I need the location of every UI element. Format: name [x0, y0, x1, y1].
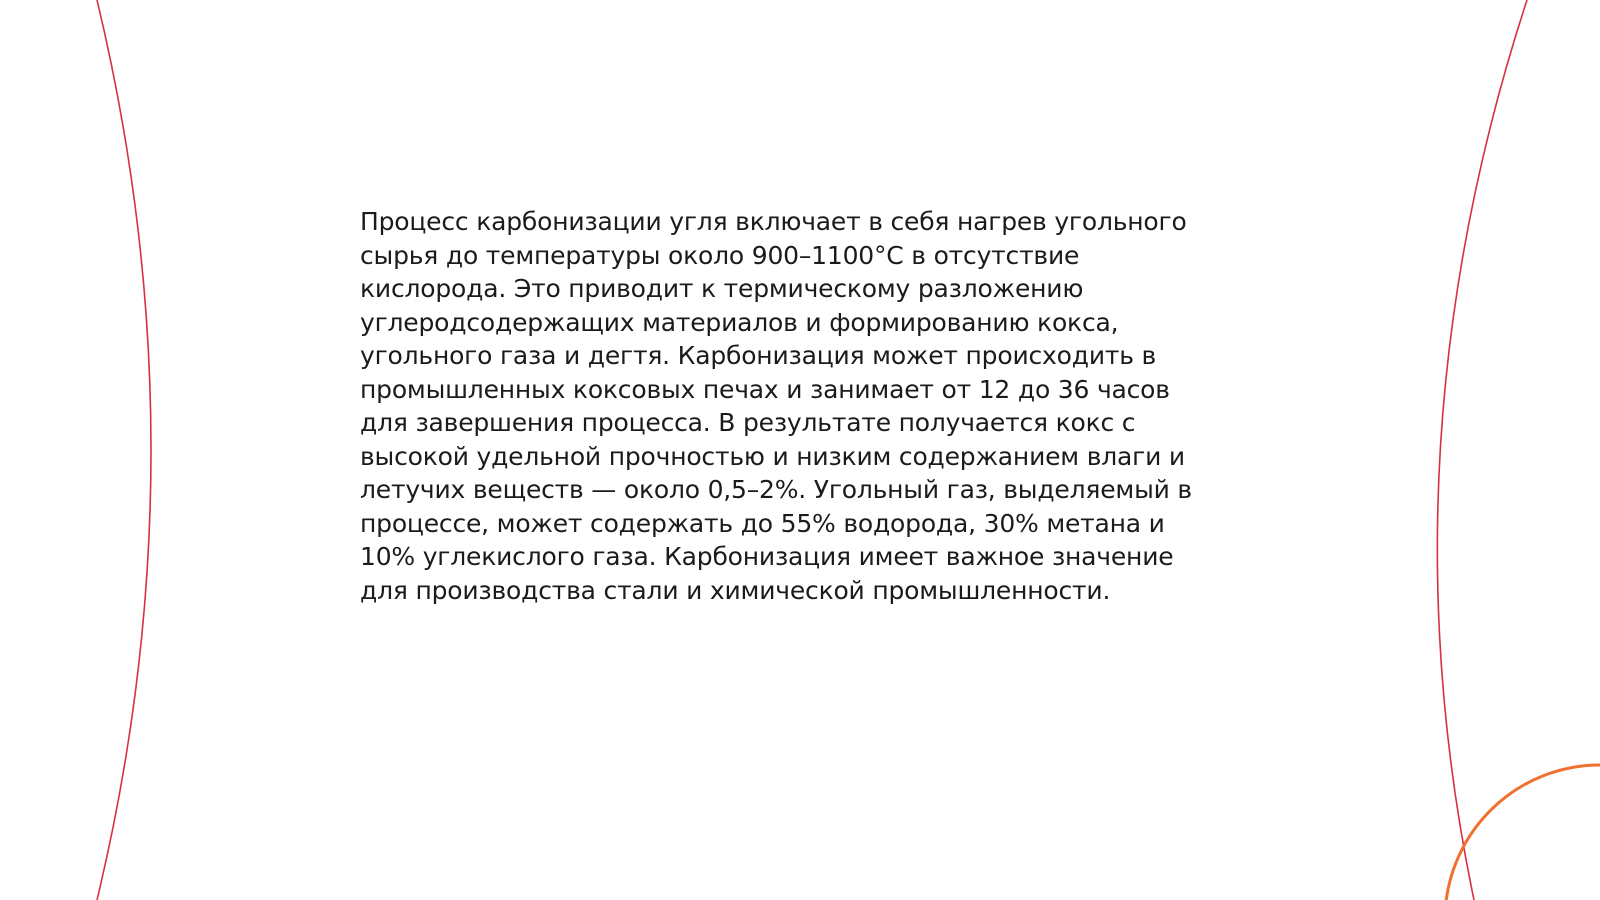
orange-accent-arc: [1445, 765, 1600, 900]
paragraph-line: высокой удельной прочностью и низким содержанием влаги и: [360, 441, 1185, 471]
paragraph-line: сырья до температуры около 900–1100°C в отсутствие: [360, 240, 1080, 270]
right-curve-line: [1437, 0, 1527, 900]
left-curve-line: [97, 0, 151, 900]
paragraph-line: для завершения процесса. В результате получается кокс с: [360, 408, 1136, 437]
paragraph-line: угольного газа и дегтя. Карбонизация может происходить в: [360, 341, 1157, 370]
paragraph-line: кислорода. Это приводит к термическому разложению: [360, 274, 1084, 303]
paragraph-line: для производства стали и химической промышленности.: [360, 575, 1111, 605]
paragraph-line: 10% углекислого газа. Карбонизация имеет важное значение: [360, 542, 1174, 571]
paragraph-line: промышленных коксовых печах и занимает от 12 до 36 часов: [360, 374, 1170, 404]
paragraph-line: летучих веществ — около 0,5–2%. Угольный газ, выделяемый в: [360, 475, 1192, 504]
body-paragraph: [360, 205, 1240, 607]
paragraph-line: Процесс карбонизации угля включает в себя нагрев угольного: [360, 207, 1187, 236]
paragraph-line: процессе, может содержать до 55% водорода, 30% метана и: [360, 508, 1165, 538]
paragraph-line: углеродсодержащих материалов и формированию кокса,: [360, 307, 1119, 337]
